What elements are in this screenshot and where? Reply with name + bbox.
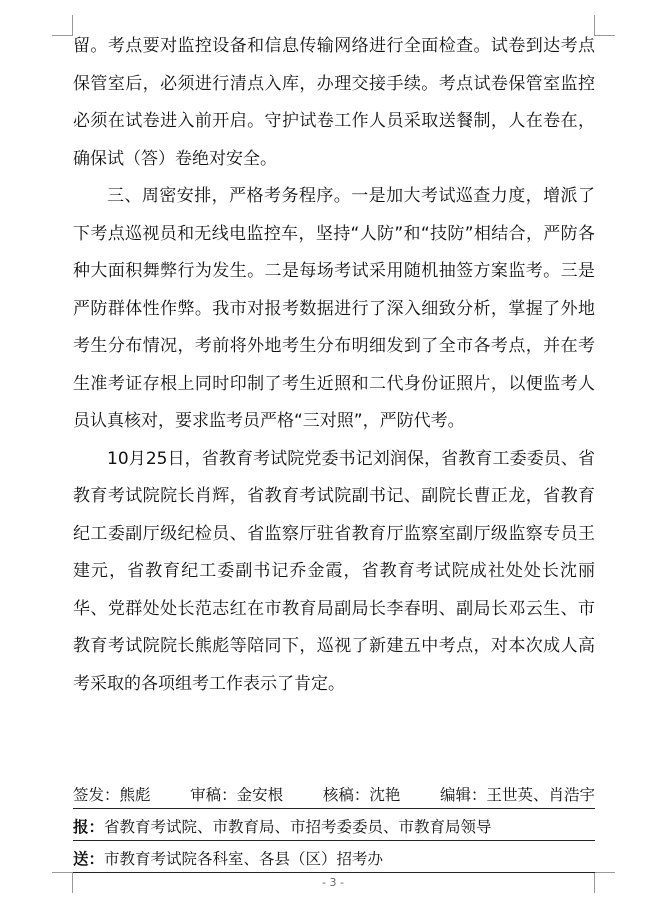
issuer: 签发：熊彪 [73, 786, 151, 804]
page-number: - 3 - [322, 876, 344, 889]
report-label: 报： [73, 818, 105, 836]
paragraph-continuation: 留。考点要对监控设备和信息传输网络进行全面检查。试卷到达考点保管室后，必须进行清点入库，办理交接手续。考点试卷保管室监控必须在试卷进入前开启。守护试卷工作人员采取送餐制，人在卷在，确保试（答）卷绝对安全。 [73, 36, 595, 169]
report-recipients: 省教育考试院、市教育局、市招考委委员、市教育局领导 [104, 818, 492, 836]
divider-line [73, 840, 595, 841]
send-recipients: 市教育考试院各科室、各县（区）招考办 [104, 850, 384, 868]
editor: 编辑：王世英、肖浩宇 [439, 786, 595, 804]
report-to-line [73, 816, 603, 838]
send-to-line [73, 848, 603, 870]
paragraph-exam-procedures: 三、周密安排，严格考务程序。一是加大考试巡查力度，增派了下考点巡视员和无线电监控车，坚持“人防”和“技防”相结合，严防各种大面积舞弊行为发生。二是每场考试采用随机抽签方案监考。三是严防群体性作弊。我市对报考数据进行了深入细致分析，掌握了外地考生分布情况，考前将外地考生分布明细发到了全市各考点，并在考生准考证存根上同时印制了考生近照和二代身份证照片，以便监考人员认真核对，要求监考员严格“三对照”，严防代考。 [73, 186, 595, 431]
crop-mark-top-left [52, 15, 73, 36]
document-body [73, 28, 595, 703]
paragraph-inspection-visit: 10月25日，省教育考试院党委书记刘润保，省教育工委委员、省教育考试院院长肖辉，省教育考试院副书记、副院长曹正龙，省教育纪工委副厅级纪检员、省监察厅驻省教育厅监察室副厅级监察专员王建元，省教育纪工委副书记乔金霞，省教育考试院成社处处长沈丽华、党群处处长范志红在市教育局副局长李春明、副局长邓云生、市教育考试院院长熊彪等陪同下，巡视了新建五中考点，对本次成人高考采取的各项组考工作表示了肯定。 [73, 448, 595, 694]
crop-mark-top-right [594, 15, 615, 36]
bottom-divider-line [73, 872, 595, 873]
checker: 核稿：沈艳 [322, 786, 401, 804]
signoff-row [73, 784, 595, 809]
send-label: 送： [73, 850, 105, 868]
reviewer: 审稿：金安根 [190, 786, 284, 804]
